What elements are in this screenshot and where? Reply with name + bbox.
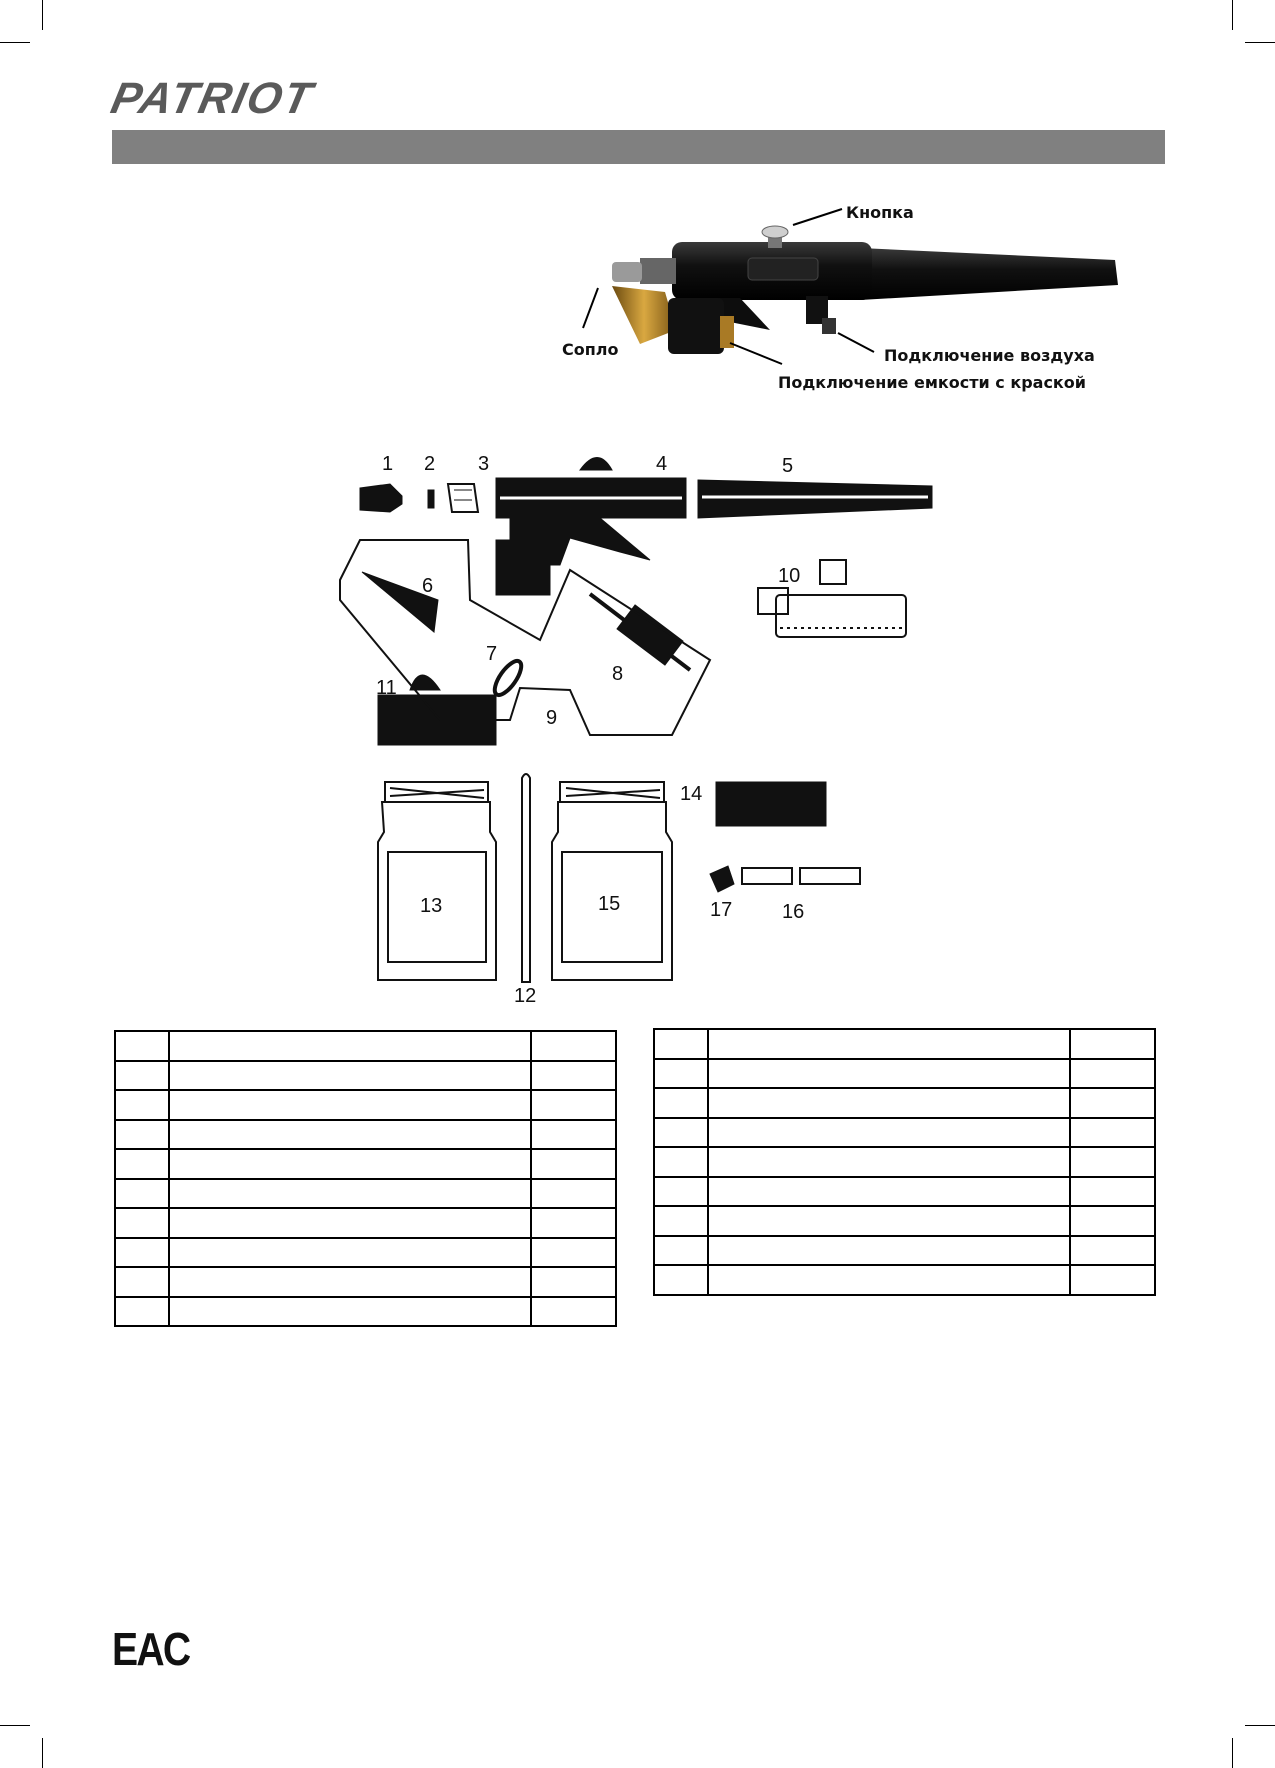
part-number: 14 [680,783,703,805]
part-number: 8 [612,663,624,685]
label-air-connection: Подключение воздуха [884,346,1095,365]
part-number: 15 [598,893,621,915]
table-row [115,1267,616,1297]
table-row [654,1265,1155,1295]
part-number: 17 [710,899,733,921]
table-row [654,1236,1155,1266]
table-row [654,1177,1155,1207]
part-number: 12 [514,985,537,1007]
part-number: 10 [778,565,801,587]
table-row [115,1179,616,1209]
part-number: 11 [376,677,397,699]
part-number: 13 [420,895,443,917]
brand-logo: PATRIOT [106,74,318,123]
label-paint-connection: Подключение емкости с краской [778,373,1086,392]
label-nozzle: Сопло [562,340,619,359]
label-button: Кнопка [846,203,914,222]
part-number: 1 [382,453,394,475]
crop-mark [0,1725,30,1726]
table-row [115,1031,616,1061]
crop-mark [42,1738,43,1768]
table-row [654,1206,1155,1236]
table-row [654,1118,1155,1148]
part-number: 4 [656,453,668,475]
table-row [115,1090,616,1120]
table-row [654,1029,1155,1059]
table-row [115,1238,616,1268]
table-row [115,1061,616,1091]
eac-certification-mark: EAC [112,1623,190,1675]
part-number: 2 [424,453,436,475]
table-row [654,1147,1155,1177]
table-row [115,1149,616,1179]
part-number: 5 [782,455,794,477]
table-row [115,1120,616,1150]
crop-mark [1245,1725,1275,1726]
part-number: 3 [478,453,490,475]
crop-mark [1232,1738,1233,1768]
parts-table-left [114,1030,617,1327]
part-number: 7 [486,643,498,665]
table-row [654,1088,1155,1118]
part-number: 6 [422,575,434,597]
table-row [654,1059,1155,1089]
parts-table-right [653,1028,1156,1296]
table-row [115,1297,616,1327]
part-number: 16 [782,901,805,923]
part-number: 9 [546,707,558,729]
table-row [115,1208,616,1238]
